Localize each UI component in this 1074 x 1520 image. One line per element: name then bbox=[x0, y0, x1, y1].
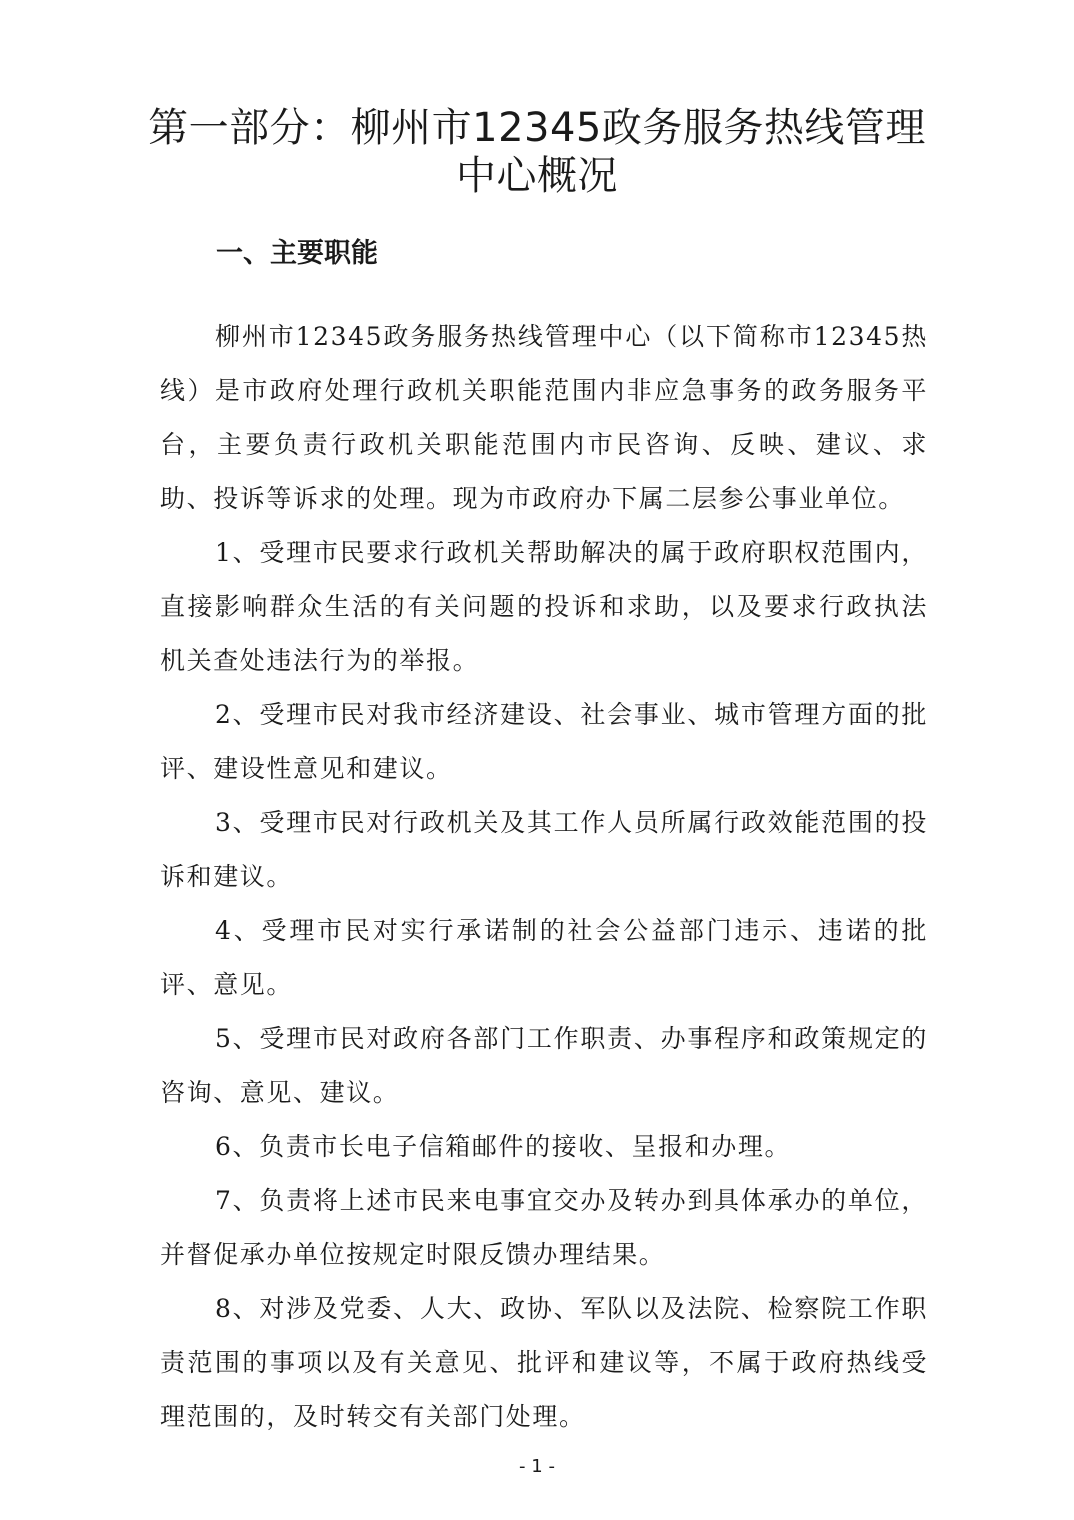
page-title-line-2: 中心概况 bbox=[456, 153, 618, 199]
paragraph-item-2: 2、受理市民对我市经济建设、社会事业、城市管理方面的批评、建设性意见和建议。 bbox=[160, 700, 928, 783]
page-title bbox=[120, 104, 954, 200]
paragraph-item-4: 4、受理市民对实行承诺制的社会公益部门违示、违诺的批评、意见。 bbox=[160, 916, 928, 999]
paragraph-item-7: 7、负责将上述市民来电事宜交办及转办到具体承办的单位，并督促承办单位按规定时限反馈办理结果。 bbox=[160, 1186, 928, 1269]
section-heading: 一、主要职能 bbox=[216, 238, 378, 269]
page-title-line-1: 第一部分：柳州市12345政务服务热线管理 bbox=[148, 105, 926, 151]
body-text bbox=[160, 310, 928, 1444]
paragraph-intro: 柳州市12345政务服务热线管理中心（以下简称市12345热线）是市政府处理行政机关职能范围内非应急事务的政务服务平台，主要负责行政机关职能范围内市民咨询、反映、建议、求助、投诉等诉求的处理。现为市政府办下属二层参公事业单位。 bbox=[160, 322, 928, 513]
paragraph-item-8: 8、对涉及党委、人大、政协、军队以及法院、检察院工作职责范围的事项以及有关意见、批评和建议等，不属于政府热线受理范围的，及时转交有关部门处理。 bbox=[160, 1294, 928, 1431]
paragraph-item-3: 3、受理市民对行政机关及其工作人员所属行政效能范围的投诉和建议。 bbox=[160, 808, 928, 891]
page-number: - 1 - bbox=[519, 1456, 555, 1477]
paragraph-item-5: 5、受理市民对政府各部门工作职责、办事程序和政策规定的咨询、意见、建议。 bbox=[160, 1024, 928, 1107]
paragraph-item-1: 1、受理市民要求行政机关帮助解决的属于政府职权范围内，直接影响群众生活的有关问题的投诉和求助，以及要求行政执法机关查处违法行为的举报。 bbox=[160, 538, 928, 675]
paragraph-item-6: 6、负责市长电子信箱邮件的接收、呈报和办理。 bbox=[215, 1132, 792, 1161]
